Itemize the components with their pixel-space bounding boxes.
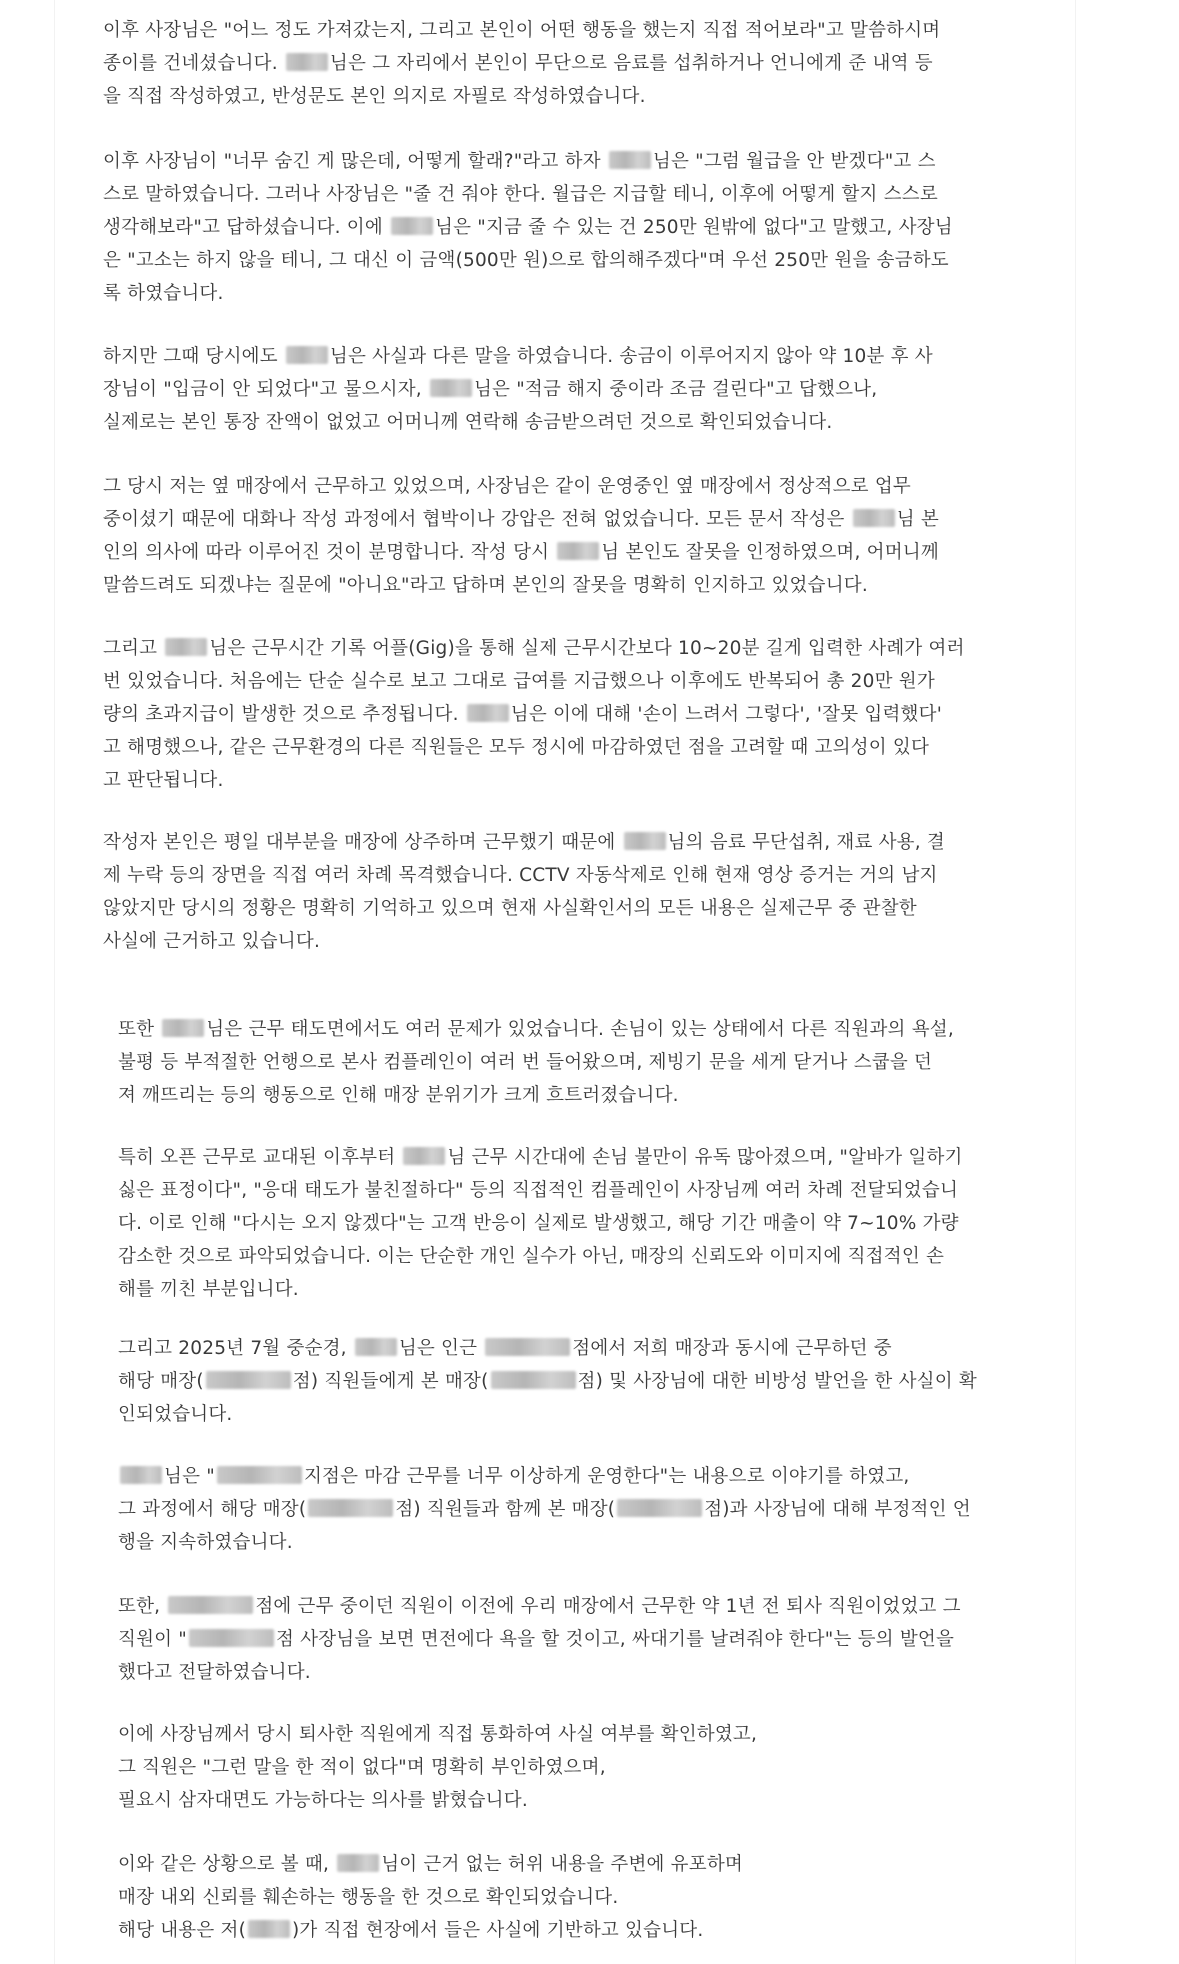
text-line: 또한, 점에 근무 중이던 직원이 이전에 우리 매장에서 근무한 약 1년 전 퇴사 직원이었었고 그 xyxy=(118,1596,961,1617)
paragraph-10 xyxy=(118,1460,1090,1559)
paragraph-12 xyxy=(118,1718,1090,1817)
text-line: 다. 이로 인해 "다시는 오지 않겠다"는 고객 반응이 실제로 발생했고, 해당 기간 매출이 약 7~10% 가량 xyxy=(118,1213,959,1234)
text-line: 제 누락 등의 장면을 직접 여러 차례 목격했습니다. CCTV 자동삭제로 인해 현재 영상 증거는 거의 남지 xyxy=(103,865,938,886)
paragraph-1 xyxy=(103,14,1091,113)
text-line: 이후 사장님이 "너무 숨긴 게 많은데, 어떻게 할래?"라고 하자 님은 "그럼 월급을 안 받겠다"고 스 xyxy=(103,151,936,172)
redacted-name xyxy=(286,346,328,364)
text-line: 말씀드려도 되겠냐는 질문에 "아니요"라고 답하며 본인의 잘못을 명확히 인지하고 있었습니다. xyxy=(103,575,868,596)
text-line: 고 해명했으나, 같은 근무환경의 다른 직원들은 모두 정시에 마감하였던 점을 고려할 때 고의성이 있다 xyxy=(103,737,930,758)
text-line: 하지만 그때 당시에도 님은 사실과 다른 말을 하였습니다. 송금이 이루어지지 않아 약 10분 후 사 xyxy=(103,346,933,367)
text-line: 싫은 표정이다", "응대 태도가 불친절하다" 등의 직접적인 컴플레인이 사장님께 여러 차례 전달되었습니 xyxy=(118,1180,959,1201)
redacted-name xyxy=(120,1466,162,1484)
redacted-name xyxy=(286,53,328,71)
text-line: 특히 오픈 근무로 교대된 이후부터 님 근무 시간대에 손님 불만이 유독 많아졌으며, "알바가 일하기 xyxy=(118,1147,963,1168)
text-line: 해당 매장( 점) 직원들에게 본 매장( 점) 및 사장님에 대한 비방성 발언을 한 사실이 확 xyxy=(118,1371,977,1392)
text-line: 사실에 근거하고 있습니다. xyxy=(103,931,321,952)
text-line: 은 "고소는 하지 않을 테니, 그 대신 이 금액(500만 원)으로 합의해주겠다"며 우선 250만 원을 송금하도 xyxy=(103,250,949,271)
text-line: 작성자 본인은 평일 대부분을 매장에 상주하며 근무했기 때문에 님의 음료 무단섭취, 재료 사용, 결 xyxy=(103,832,945,853)
text-line: 장님이 "입금이 안 되었다"고 물으시자, 님은 "적금 해지 중이라 조금 걸린다"고 답했으나, xyxy=(103,379,878,400)
paragraph-9 xyxy=(118,1332,1090,1431)
text-line: 을 직접 작성하였고, 반성문도 본인 의지로 자필로 작성하였습니다. xyxy=(103,86,646,107)
redacted-name xyxy=(355,1338,397,1356)
paragraph-3 xyxy=(103,340,1091,439)
text-line: 필요시 삼자대면도 가능하다는 의사를 밝혔습니다. xyxy=(118,1790,528,1811)
redacted-name xyxy=(308,1499,393,1517)
paragraph-2 xyxy=(103,145,1091,310)
text-line: 생각해보라"고 답하셨습니다. 이에 님은 "지금 줄 수 있는 건 250만 원밖에 없다"고 말했고, 사장님 xyxy=(103,217,953,238)
text-line: 인되었습니다. xyxy=(118,1404,233,1425)
redacted-name xyxy=(248,1920,290,1938)
redacted-name xyxy=(617,1499,702,1517)
text-line: 님은 " 지점은 마감 근무를 너무 이상하게 운영한다"는 내용으로 이야기를 하였고, xyxy=(118,1460,1090,1493)
paragraph-6 xyxy=(103,826,1091,958)
paragraph-7 xyxy=(118,1013,1090,1112)
redacted-name xyxy=(403,1147,445,1165)
text-line: 그 직원은 "그런 말을 한 적이 없다"며 명확히 부인하였으며, xyxy=(118,1757,606,1778)
document-page xyxy=(55,0,1075,1964)
text-line: 그 당시 저는 옆 매장에서 근무하고 있었으며, 사장님은 같이 운영중인 옆 매장에서 정상적으로 업무 xyxy=(103,476,911,497)
text-line: 매장 내외 신뢰를 훼손하는 행동을 한 것으로 확인되었습니다. xyxy=(118,1887,619,1908)
paragraph-4 xyxy=(103,470,1091,602)
text-line: 이와 같은 상황으로 볼 때, 님이 근거 없는 허위 내용을 주변에 유포하며 xyxy=(118,1854,743,1875)
redacted-name xyxy=(206,1371,291,1389)
text-line: 해를 끼친 부분입니다. xyxy=(118,1279,299,1300)
redacted-name xyxy=(485,1338,570,1356)
redacted-name xyxy=(165,638,207,656)
text-line: 량의 초과지급이 발생한 것으로 추정됩니다. 님은 이에 대해 '손이 느려서 그렇다', '잘못 입력했다' xyxy=(103,704,942,725)
text-line: 그리고 2025년 7월 중순경, 님은 인근 점에서 저희 매장과 동시에 근무하던 중 xyxy=(118,1338,892,1359)
redacted-name xyxy=(430,379,472,397)
redacted-name xyxy=(168,1596,253,1614)
text-line: 록 하였습니다. xyxy=(103,283,224,304)
text-line: 번 있었습니다. 처음에는 단순 실수로 보고 그대로 급여를 지급했으나 이후에도 반복되어 총 20만 원가 xyxy=(103,671,935,692)
paragraph-13 xyxy=(118,1848,1090,1947)
paragraph-8 xyxy=(118,1141,1090,1306)
text-line: 고 판단됩니다. xyxy=(103,770,224,791)
paragraph-11 xyxy=(118,1590,1090,1689)
text-line: 또한 님은 근무 태도면에서도 여러 문제가 있었습니다. 손님이 있는 상태에서 다른 직원과의 욕설, xyxy=(118,1019,954,1040)
text-line: 해당 내용은 저( )가 직접 현장에서 들은 사실에 기반하고 있습니다. xyxy=(118,1920,704,1941)
text-line: 직원이 " 점 사장님을 보면 면전에다 욕을 할 것이고, 싸대기를 날려줘야 한다"는 등의 발언을 xyxy=(118,1629,955,1650)
redacted-name xyxy=(189,1629,274,1647)
text-line: 않았지만 당시의 정황은 명확히 기억하고 있으며 현재 사실확인서의 모든 내용은 실제근무 중 관찰한 xyxy=(103,898,917,919)
redacted-name xyxy=(609,151,651,169)
text-line: 그 과정에서 해당 매장( 점) 직원들과 함께 본 매장( 점)과 사장님에 대해 부정적인 언 xyxy=(118,1499,971,1520)
text-line: 인의 의사에 따라 이루어진 것이 분명합니다. 작성 당시 님 본인도 잘못을 인정하였으며, 어머니께 xyxy=(103,542,939,563)
paragraph-5 xyxy=(103,632,1091,797)
text-line: 실제로는 본인 통장 잔액이 없었고 어머니께 연락해 송금받으려던 것으로 확인되었습니다. xyxy=(103,412,833,433)
redacted-name xyxy=(557,542,599,560)
text-line: 져 깨뜨리는 등의 행동으로 인해 매장 분위기가 크게 흐트러졌습니다. xyxy=(118,1085,679,1106)
text-line: 이에 사장님께서 당시 퇴사한 직원에게 직접 통화하여 사실 여부를 확인하였고, xyxy=(118,1724,758,1745)
text-line: 중이셨기 때문에 대화나 작성 과정에서 협박이나 강압은 전혀 없었습니다. 모든 문서 작성은 님 본 xyxy=(103,509,939,530)
text-line: 행을 지속하였습니다. xyxy=(118,1532,293,1553)
redacted-name xyxy=(491,1371,576,1389)
redacted-name xyxy=(467,704,509,722)
text-line: 했다고 전달하였습니다. xyxy=(118,1662,311,1683)
redacted-name xyxy=(162,1019,204,1037)
redacted-name xyxy=(217,1466,302,1484)
text-line: 불평 등 부적절한 언행으로 본사 컴플레인이 여러 번 들어왔으며, 제빙기 문을 세게 닫거나 스쿱을 던 xyxy=(118,1052,933,1073)
redacted-name xyxy=(624,832,666,850)
text-line: 종이를 건네셨습니다. 님은 그 자리에서 본인이 무단으로 음료를 섭취하거나 언니에게 준 내역 등 xyxy=(103,53,933,74)
text-line: 감소한 것으로 파악되었습니다. 이는 단순한 개인 실수가 아닌, 매장의 신뢰도와 이미지에 직접적인 손 xyxy=(118,1246,945,1267)
redacted-name xyxy=(337,1854,379,1872)
text-line: 스로 말하였습니다. 그러나 사장님은 "줄 건 줘야 한다. 월급은 지급할 테니, 이후에 어떻게 할지 스스로 xyxy=(103,184,938,205)
redacted-name xyxy=(853,509,895,527)
text-line: 그리고 님은 근무시간 기록 어플(Gig)을 통해 실제 근무시간보다 10~20분 길게 입력한 사례가 여러 xyxy=(103,638,965,659)
text-line: 이후 사장님은 "어느 정도 가져갔는지, 그리고 본인이 어떤 행동을 했는지 직접 적어보라"고 말씀하시며 xyxy=(103,20,941,41)
redacted-name xyxy=(391,217,433,235)
